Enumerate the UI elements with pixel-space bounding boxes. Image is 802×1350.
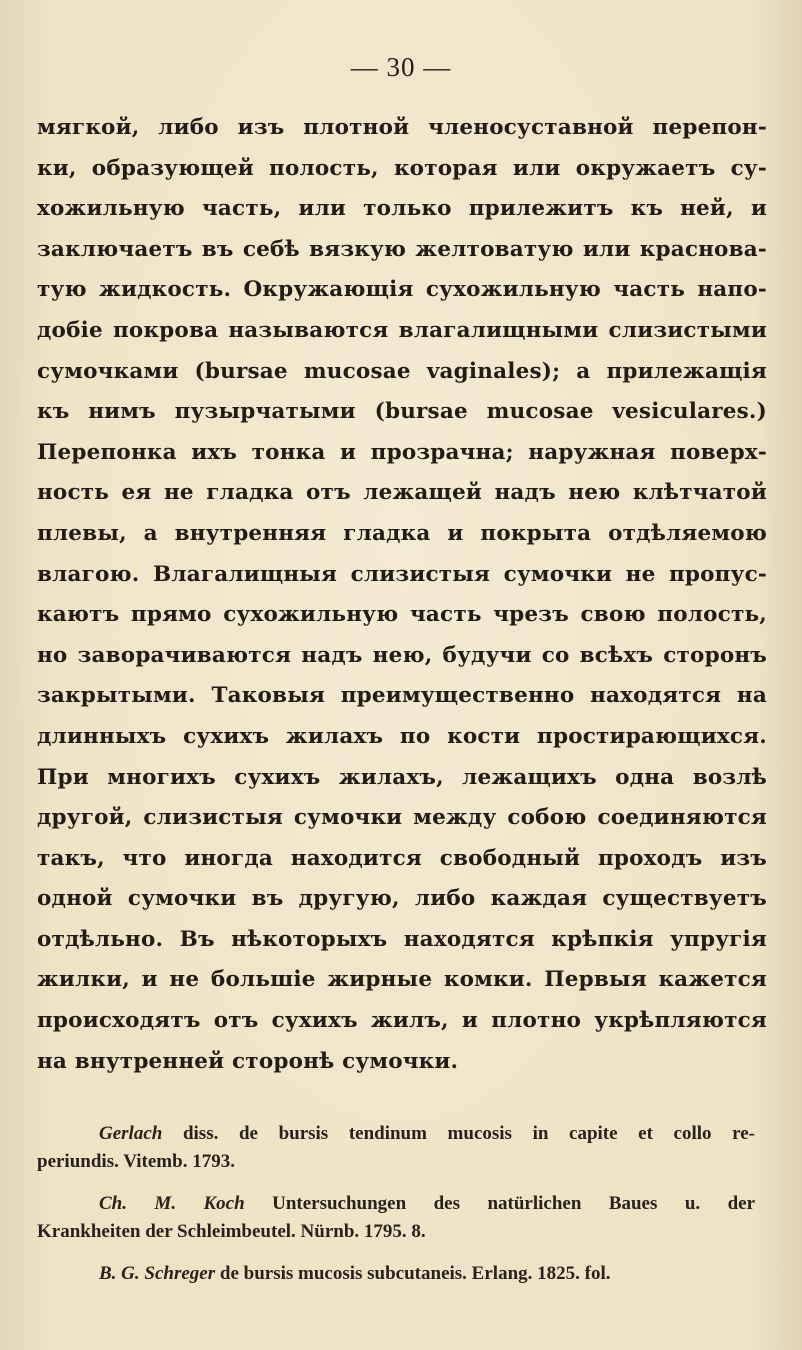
- text-line: При многихъ сухихъ жилахъ, лежащихъ одна возлѣ: [37, 764, 767, 790]
- text-line: каютъ прямо сухожильную часть чрезъ свою полость,: [37, 602, 767, 628]
- text-line: длинныхъ сухихъ жилахъ по кости простирающихся.: [37, 723, 767, 749]
- text-line: Перепонка ихъ тонка и прозрачна; наружная поверх-: [37, 439, 767, 465]
- text-line: такъ, что иногда находится свободный проходъ изъ: [37, 845, 767, 871]
- text-line: къ нимъ пузырчатыми (bursae mucosae vesiculares.): [37, 399, 767, 425]
- text-line: отдѣльно. Въ нѣкоторыхъ находятся крѣпкія упругія: [37, 926, 767, 952]
- reference-item: [37, 1120, 755, 1176]
- text-line: хожильную часть, или только прилежитъ къ ней, и: [37, 196, 767, 222]
- text-line: плевы, а внутренняя гладка и покрыта отдѣляемою: [37, 520, 767, 546]
- reference-author: Ch. M. Koch: [99, 1193, 245, 1214]
- reference-author: Gerlach: [99, 1123, 163, 1144]
- reference-text: Untersuchungen des natürlichen Baues u. der: [272, 1193, 755, 1214]
- reference-line: [37, 1120, 755, 1148]
- text-line: ки, образующей полость, которая или окружаетъ су-: [37, 155, 767, 181]
- text-line: но заворачиваются надъ нею, будучи со всѣхъ сторонъ: [37, 642, 767, 668]
- text-line: на внутренней сторонѣ сумочки.: [37, 1048, 459, 1074]
- reference-line: [37, 1190, 755, 1218]
- text-line: одной сумочки въ другую, либо каждая существуетъ: [37, 886, 767, 912]
- text-line: происходятъ отъ сухихъ жилъ, и плотно укрѣпляются: [37, 1008, 767, 1034]
- reference-text: diss. de bursis tendinum mucosis in capite et collo re-: [182, 1123, 756, 1144]
- main-paragraph: [37, 108, 767, 1082]
- references-list: [37, 1120, 755, 1302]
- text-line: жилки, и не большіе жирные комки. Первыя кажется: [37, 967, 767, 993]
- text-line: закрытыми. Таковыя преимущественно находятся на: [37, 683, 767, 709]
- text-line: добіе покрова называются влагалищными слизистыми: [37, 317, 767, 343]
- text-line: тую жидкость. Окружающія сухожильную часть напо-: [37, 277, 767, 303]
- reference-line: Krankheiten der Schleimbeutel. Nürnb. 1795. 8.: [37, 1221, 426, 1242]
- reference-item: [37, 1260, 755, 1288]
- text-line: мягкой, либо изъ плотной членосуставной перепон-: [37, 115, 767, 140]
- text-line: заключаетъ въ себѣ вязкую желтоватую или красновa-: [37, 236, 767, 262]
- text-line: ность ея не гладка отъ лежащей надъ нею клѣтчатой: [37, 480, 767, 506]
- page-number: — 30 —: [350, 52, 452, 82]
- text-line: другой, слизистыя сумочки между собою соединяются: [37, 805, 767, 831]
- reference-item: [37, 1190, 755, 1246]
- reference-author: B. G. Schreger: [99, 1263, 216, 1284]
- reference-line: [37, 1260, 755, 1288]
- reference-text: de bursis mucosis subcutaneis. Erlang. 1825. fol.: [219, 1263, 611, 1284]
- text-line: сумочками (bursae mucosae vaginales); а прилежащія: [37, 358, 767, 384]
- text-line: влагою. Влагалищныя слизистыя сумочки не пропус-: [37, 561, 767, 587]
- reference-line: periundis. Vitemb. 1793.: [37, 1151, 235, 1172]
